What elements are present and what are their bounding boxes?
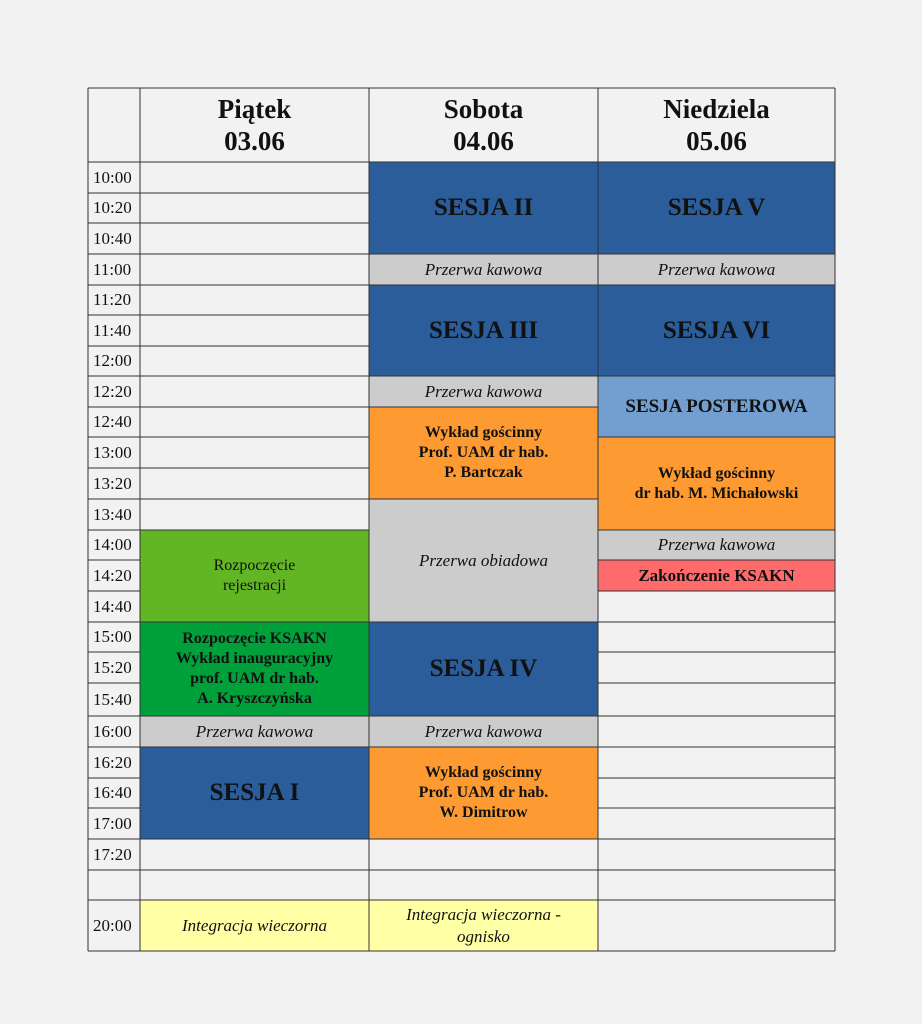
event-text: Wykład gościnny (424, 764, 543, 781)
time-cell (88, 778, 140, 808)
event-evening (140, 900, 369, 951)
time-cell (88, 254, 140, 285)
time-label: 15:40 (93, 689, 132, 709)
empty-slot (598, 652, 835, 683)
time-label: 16:20 (93, 752, 132, 772)
empty-slot (140, 223, 369, 254)
time-label: 12:40 (93, 412, 132, 432)
day-date: 04.06 (453, 126, 514, 156)
time-label: 11:40 (93, 320, 132, 340)
empty-slot (598, 839, 835, 870)
time-label: 11:00 (93, 259, 132, 279)
day-header (369, 88, 598, 162)
day-date: 05.06 (686, 126, 747, 156)
event-text: rejestracji (222, 577, 287, 594)
time-label: 15:20 (93, 657, 132, 677)
empty-slot (140, 346, 369, 376)
empty-slot (369, 870, 598, 900)
time-label: 14:20 (93, 565, 132, 585)
empty-slot (598, 808, 835, 839)
time-cell (88, 870, 140, 900)
event-text: SESJA II (433, 194, 534, 222)
time-cell (88, 193, 140, 223)
event-text: Przerwa kawowa (657, 535, 776, 555)
event-text: ognisko (457, 926, 510, 946)
event-text: Przerwa kawowa (657, 259, 776, 279)
empty-slot (140, 285, 369, 315)
event-coffee (369, 376, 598, 407)
event-text: Przerwa kawowa (424, 381, 543, 401)
event-coffee (598, 530, 835, 560)
time-cell (88, 223, 140, 254)
event-close (598, 560, 835, 591)
event-text: A. Kryszczyńska (197, 690, 312, 707)
time-label: 14:40 (93, 596, 132, 616)
time-cell (88, 530, 140, 560)
event-guest (369, 747, 598, 839)
event-lunch (369, 499, 598, 622)
time-cell (88, 346, 140, 376)
event-text: P. Bartczak (444, 464, 523, 481)
event-text: Integracja wieczorna - (406, 905, 561, 925)
event-text: Przerwa obiadowa (419, 550, 548, 570)
empty-slot (140, 468, 369, 499)
time-label: 17:20 (93, 844, 132, 864)
event-text: Prof. UAM dr hab. (418, 784, 549, 801)
time-label: 15:00 (93, 627, 132, 647)
time-label: 12:00 (93, 351, 132, 371)
empty-slot (598, 778, 835, 808)
time-cell (88, 652, 140, 683)
time-label: 13:40 (93, 504, 132, 524)
time-label: 11:20 (93, 290, 132, 310)
day-name: Piątek (217, 93, 292, 124)
time-label: 13:00 (93, 442, 132, 462)
event-text: SESJA III (428, 316, 539, 344)
time-cell (88, 808, 140, 839)
empty-slot (598, 591, 835, 622)
time-label: 14:00 (93, 535, 132, 555)
time-cell (88, 407, 140, 437)
event-text: Przerwa kawowa (195, 721, 314, 741)
event-guest (369, 407, 598, 499)
time-cell (88, 162, 140, 193)
event-text: prof. UAM dr hab. (190, 670, 319, 687)
empty-slot (598, 622, 835, 652)
empty-slot (140, 499, 369, 530)
time-label: 10:00 (93, 167, 132, 187)
time-cell (88, 315, 140, 346)
empty-slot (369, 839, 598, 870)
empty-slot (140, 376, 369, 407)
event-text: Wykład gościnny (424, 424, 543, 441)
empty-slot (140, 193, 369, 223)
event-session (598, 285, 835, 376)
empty-slot (140, 437, 369, 468)
day-header (140, 88, 369, 162)
time-cell (88, 437, 140, 468)
header-corner-cell (88, 88, 140, 162)
time-cell (88, 560, 140, 591)
time-cell (88, 716, 140, 747)
empty-slot (140, 407, 369, 437)
event-text: Prof. UAM dr hab. (418, 444, 549, 461)
empty-slot (140, 162, 369, 193)
event-text: Wykład inauguracyjny (175, 650, 334, 667)
event-text: Integracja wieczorna (182, 915, 327, 935)
event-text: Wykład gościnny (657, 464, 776, 482)
time-cell (88, 683, 140, 716)
event-coffee (369, 254, 598, 285)
event-text: SESJA I (209, 779, 300, 807)
event-coffee (369, 716, 598, 747)
time-cell (88, 839, 140, 870)
time-label: 20:00 (93, 915, 132, 935)
event-session (140, 747, 369, 839)
event-text: SESJA VI (662, 316, 771, 344)
time-cell (88, 747, 140, 778)
day-date: 03.06 (224, 126, 285, 156)
event-reg (140, 530, 369, 622)
event-guest (598, 437, 835, 530)
empty-slot (140, 870, 369, 900)
event-session (369, 622, 598, 716)
time-cell (88, 285, 140, 315)
empty-slot (140, 315, 369, 346)
time-label: 12:20 (93, 381, 132, 401)
event-session (598, 162, 835, 254)
event-text: dr hab. M. Michałowski (634, 484, 799, 502)
event-evening (369, 900, 598, 951)
empty-slot (140, 254, 369, 285)
event-text: Zakończenie KSAKN (638, 565, 795, 585)
time-cell (88, 900, 140, 951)
event-open (140, 622, 369, 716)
event-session (369, 162, 598, 254)
event-session (369, 285, 598, 376)
event-text: SESJA POSTEROWA (625, 395, 808, 417)
time-label: 16:40 (93, 783, 132, 803)
event-text: SESJA IV (429, 655, 538, 683)
empty-slot (598, 900, 835, 951)
empty-slot (598, 870, 835, 900)
event-text: Rozpoczęcie KSAKN (182, 630, 327, 647)
day-name: Sobota (443, 93, 524, 124)
time-cell (88, 499, 140, 530)
empty-slot (598, 716, 835, 747)
event-text: Przerwa kawowa (424, 259, 543, 279)
day-header (598, 88, 835, 162)
event-poster (598, 376, 835, 437)
time-label: 10:40 (93, 228, 132, 248)
event-coffee (140, 716, 369, 747)
event-text: Przerwa kawowa (424, 721, 543, 741)
time-label: 17:00 (93, 813, 132, 833)
time-cell (88, 376, 140, 407)
time-cell (88, 622, 140, 652)
event-text: SESJA V (667, 194, 766, 222)
event-text: W. Dimitrow (439, 804, 528, 821)
time-cell (88, 468, 140, 499)
time-label: 16:00 (93, 721, 132, 741)
time-label: 13:20 (93, 473, 132, 493)
event-text: Rozpoczęcie (213, 557, 296, 574)
empty-slot (140, 839, 369, 870)
day-name: Niedziela (663, 93, 770, 124)
time-label: 10:20 (93, 198, 132, 218)
empty-slot (598, 683, 835, 716)
empty-slot (598, 747, 835, 778)
event-coffee (598, 254, 835, 285)
time-cell (88, 591, 140, 622)
